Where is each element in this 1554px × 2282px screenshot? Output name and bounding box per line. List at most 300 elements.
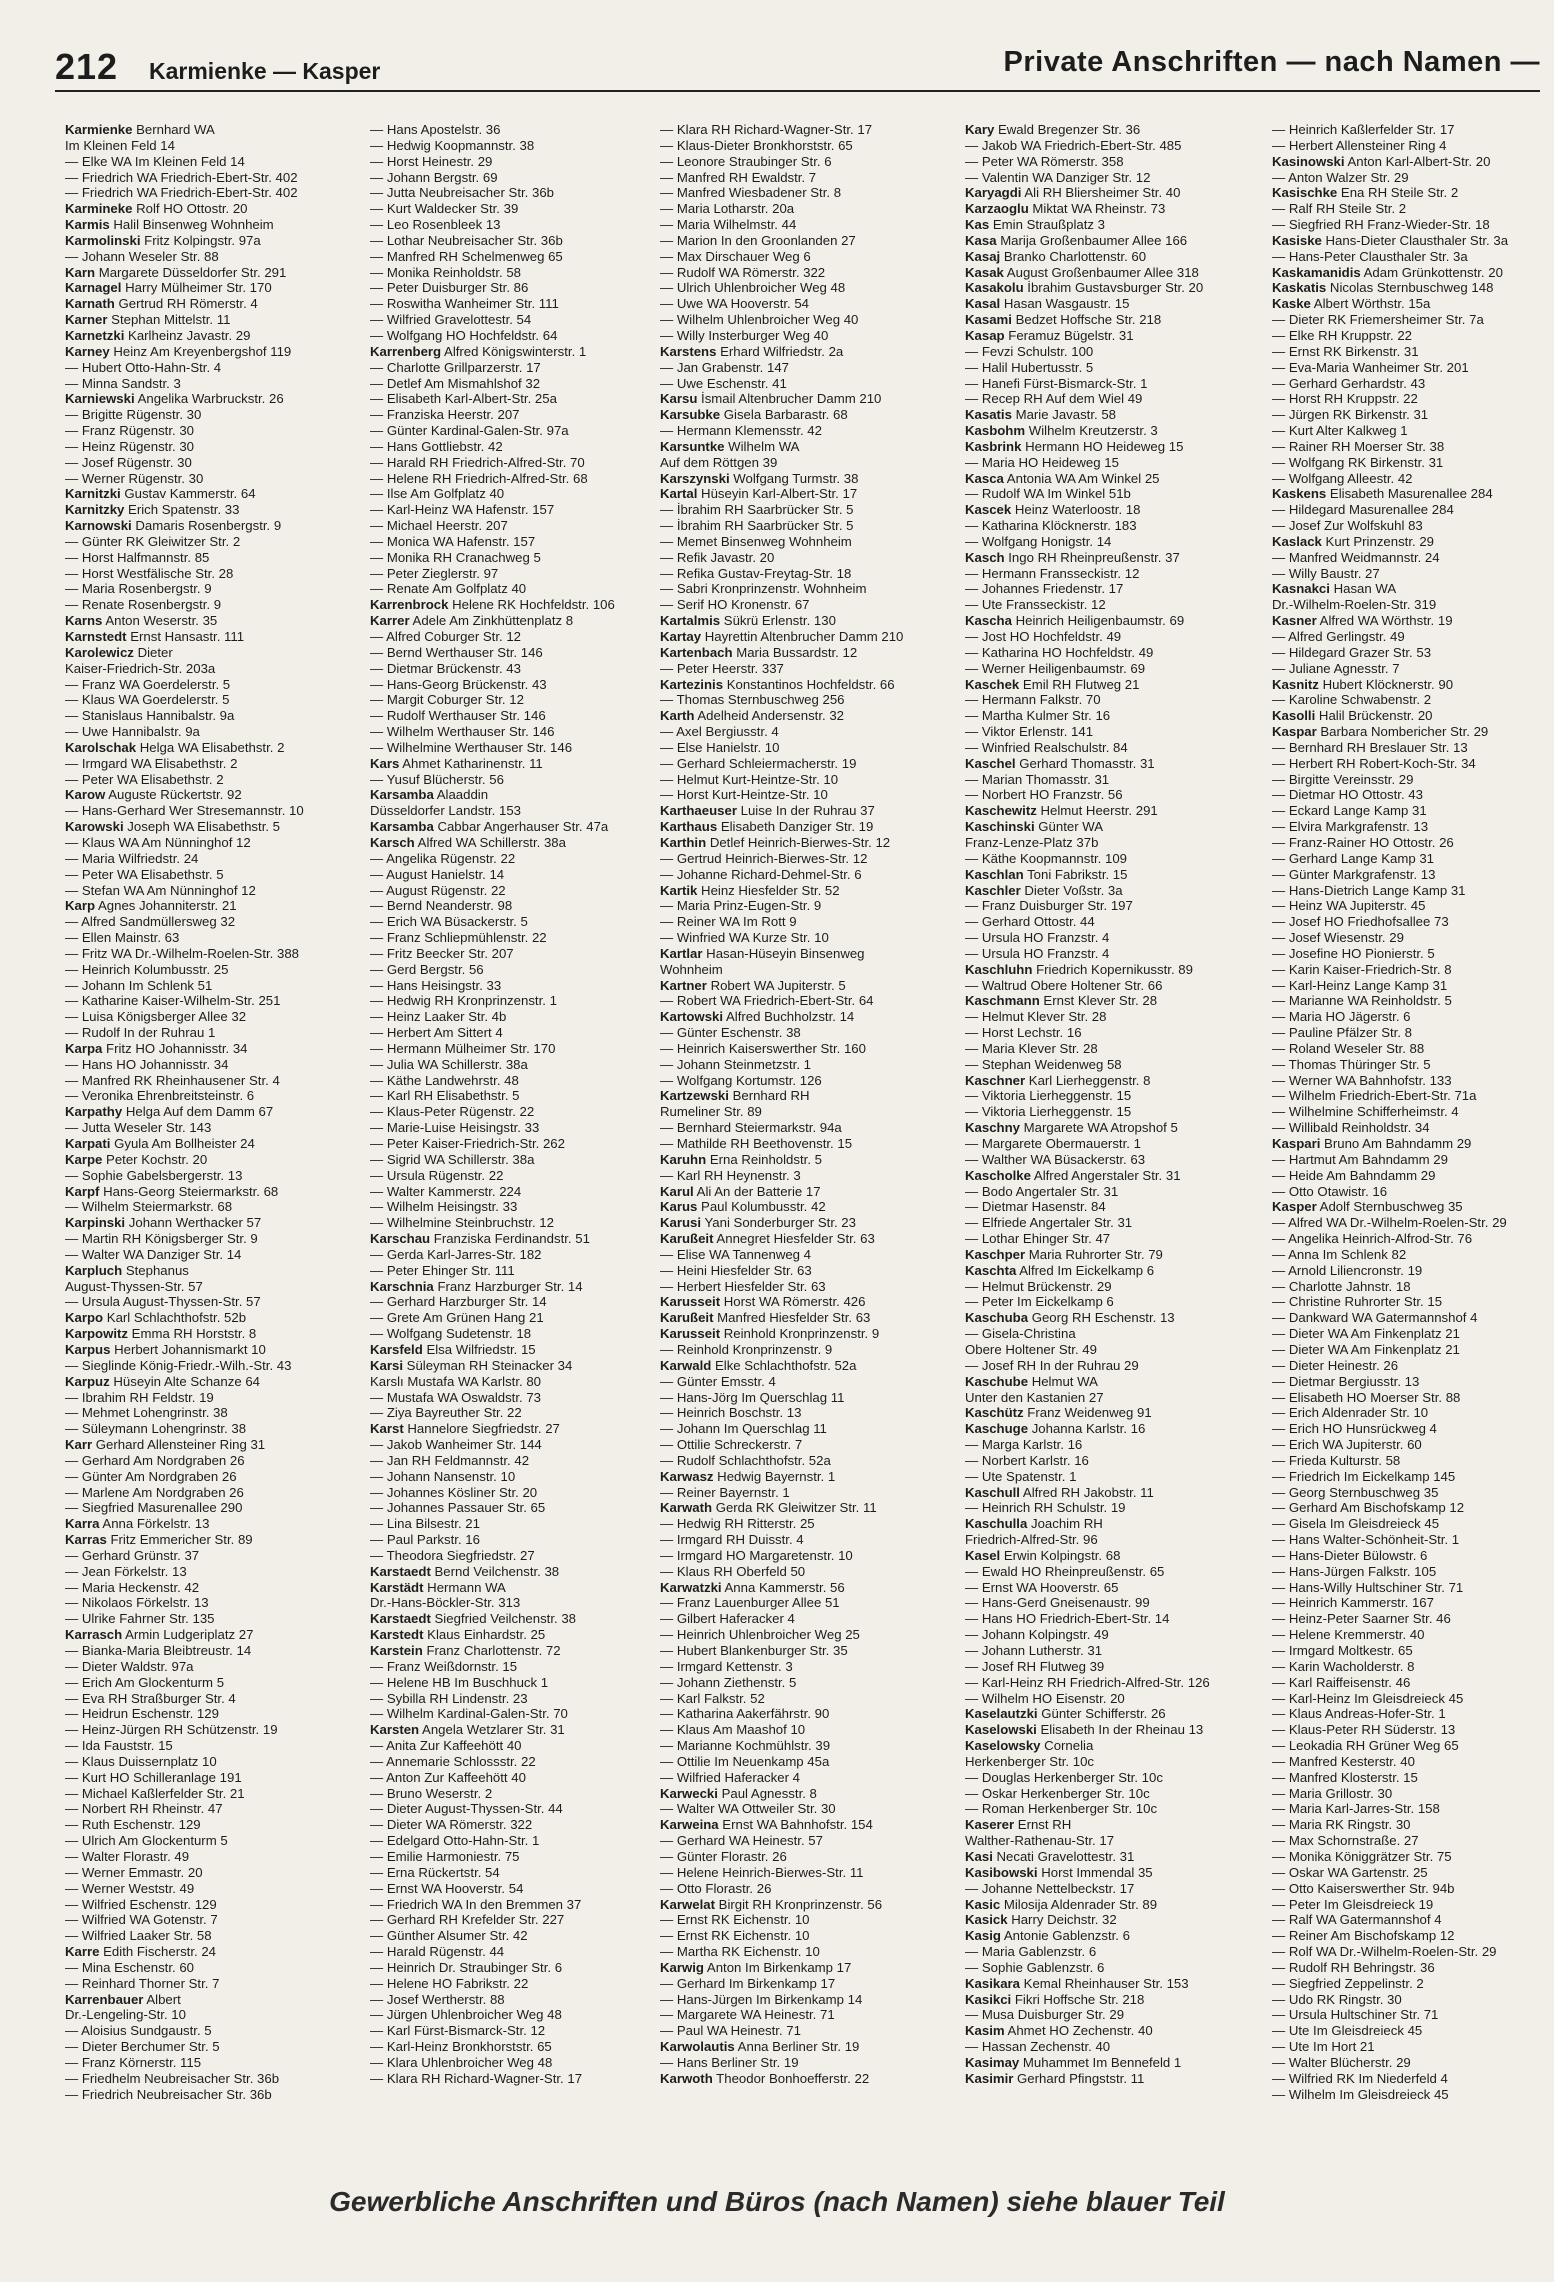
directory-entry: — Dieter WA Am Finkenplatz 21	[1272, 1326, 1460, 1342]
directory-entry: — Detlef Am Mismahlshof 32	[370, 375, 541, 391]
directory-entry: — Leonore Straubinger Str. 6	[660, 153, 832, 169]
surname: Kasak	[965, 264, 1004, 280]
surname: Karsuntke	[660, 438, 725, 454]
directory-entry: — Peter WA Elisabethstr. 5	[65, 866, 224, 882]
directory-entry: — Hans Gottliebstr. 42	[370, 438, 503, 454]
directory-entry: Kasa Marija Großenbaumer Allee 166	[965, 232, 1188, 248]
directory-entry: — Stefan WA Am Nünninghof 12	[65, 882, 256, 898]
surname: Kartalmis	[660, 613, 721, 629]
surname: Kasa	[965, 232, 997, 248]
surname: Karstaedt	[370, 1563, 431, 1579]
surname: Karmineke	[65, 201, 133, 217]
surname: Kasig	[965, 1928, 1001, 1944]
surname: Karwasz	[660, 1468, 714, 1484]
directory-entry: Karstädt Hermann WA	[370, 1579, 506, 1595]
directory-entry: August-Thyssen-Str. 57	[65, 1278, 203, 1294]
directory-entry: — Jakob Wanheimer Str. 144	[370, 1437, 542, 1453]
directory-entry: — Wilhelm Werthauser Str. 146	[370, 724, 555, 740]
directory-entry: — Heinrich Kaßlerfelder Str. 17	[1272, 122, 1455, 137]
surname: Karthaus	[660, 819, 718, 835]
directory-entry: Obere Holtener Str. 49	[965, 1341, 1097, 1357]
directory-entry: — Edelgard Otto-Hahn-Str. 1	[370, 1833, 540, 1849]
directory-entry: — Johanne Nettelbeckstr. 17	[965, 1880, 1135, 1896]
directory-entry: — Ernst RK Birkenstr. 31	[1272, 343, 1419, 359]
directory-entry: — Günter Am Nordgraben 26	[65, 1468, 237, 1484]
directory-entry: — Helene HO Fabrikstr. 22	[370, 1975, 529, 1991]
directory-entry: — Bruno Weserstr. 2	[370, 1785, 493, 1801]
surname: Kasal	[965, 296, 1001, 312]
directory-entry: — Otto Florastr. 26	[660, 1880, 772, 1896]
directory-entry: — Kurt Alter Kalkweg 1	[1272, 423, 1408, 439]
directory-entry: Dr.-Hans-Böckler-Str. 313	[370, 1595, 521, 1611]
directory-entry: Kaschta Alfred Im Eickelkamp 6	[965, 1262, 1155, 1278]
directory-entry: — Helene HB Im Buschhuck 1	[370, 1674, 549, 1690]
directory-entry: — Hedwig RH Kronprinzenstr. 1	[370, 993, 557, 1009]
surname: Karre	[65, 1944, 100, 1960]
directory-entry: — Ursula HO Franzstr. 4	[965, 930, 1110, 946]
surname: Karusi	[660, 1215, 702, 1231]
directory-entry: — Wolfgang Alleestr. 42	[1272, 470, 1413, 486]
directory-entry: Karowski Joseph WA Elisabethstr. 5	[65, 819, 281, 835]
directory-entry: — Rolf WA Dr.-Wilhelm-Roelen-Str. 29	[1272, 1944, 1497, 1960]
directory-entry: — Hans-Jörg Im Querschlag 11	[660, 1389, 845, 1405]
directory-entry: — Heinrich RH Schulstr. 19	[965, 1500, 1126, 1516]
directory-entry: — Elisabeth HO Moerser Str. 88	[1272, 1389, 1461, 1405]
directory-entry: — Jan RH Feldmannstr. 42	[370, 1452, 530, 1468]
directory-entry: — Walter Florastr. 49	[65, 1848, 190, 1864]
surname: Kartzewski	[660, 1088, 729, 1104]
directory-entry: — Johannes Friedenstr. 17	[965, 581, 1124, 597]
directory-entry: — Rainer RH Moerser Str. 38	[1272, 438, 1445, 454]
surname: Karpo	[65, 1310, 104, 1326]
surname: Karthin	[660, 834, 707, 850]
directory-entry: — Siegfried Zeppelinstr. 2	[1272, 1975, 1424, 1991]
directory-entry: Karußeit Manfred Hiesfelder Str. 63	[660, 1310, 871, 1326]
directory-entry: — Maria Lotharstr. 20a	[660, 201, 795, 217]
directory-entry: — Anton Zur Kaffeehött 40	[370, 1769, 526, 1785]
directory-entry: — Ida Fauststr. 15	[65, 1738, 173, 1754]
directory-entry: — Franz Körnerstr. 115	[65, 2054, 202, 2070]
directory-entry: Kasischke Ena RH Steile Str. 2	[1272, 185, 1459, 201]
directory-entry: — Rudolf Werthauser Str. 146	[370, 708, 546, 724]
surname: Karrenbrock	[370, 597, 449, 613]
directory-entry: Karsuntke Wilhelm WA	[660, 438, 800, 454]
directory-entry: — Heinz-Jürgen RH Schützenstr. 19	[65, 1722, 278, 1738]
directory-entry: — Jan Grabenstr. 147	[660, 359, 790, 375]
directory-entry: — Hans-Jürgen Falkstr. 105	[1272, 1563, 1437, 1579]
directory-entry: — Wilhelmine Werthauser Str. 146	[370, 739, 573, 755]
directory-entry: — Dietmar Bergiusstr. 13	[1272, 1373, 1420, 1389]
directory-entry: — Maria Klever Str. 28	[965, 1040, 1098, 1056]
directory-entry: — Johann Ziethenstr. 5	[660, 1674, 797, 1690]
directory-entry: — Maria HO Jägerstr. 6	[1272, 1009, 1411, 1025]
directory-entry: — Gerhard Gerhardstr. 43	[1272, 375, 1426, 391]
directory-entry: Kaschner Karl Lierheggenstr. 8	[965, 1072, 1151, 1088]
directory-entry: — Günter RK Gleiwitzer Str. 2	[65, 533, 241, 549]
directory-entry: Kaschull Alfred RH Jakobstr. 11	[965, 1484, 1154, 1500]
surname: Karschau	[370, 1231, 431, 1247]
surname: Karolewicz	[65, 644, 134, 660]
directory-entry: — Fritz Beecker Str. 207	[370, 945, 514, 961]
directory-entry: Kasimir Gerhard Pfingststr. 11	[965, 2070, 1145, 2086]
directory-entry: — Uwe Eschenstr. 41	[660, 375, 787, 391]
directory-entry: Karrenbrock Helene RK Hochfeldstr. 106	[370, 597, 615, 613]
directory-entry: — Ruth Eschenstr. 129	[65, 1817, 201, 1833]
directory-entry: — Helene Heinrich-Bierwes-Str. 11	[660, 1864, 864, 1880]
directory-entry: — Wilhelm Heisingstr. 33	[370, 1199, 518, 1215]
directory-entry: — Otto Kaiserswerther Str. 94b	[1272, 1880, 1455, 1896]
directory-entry: — Franz Schliepmühlenstr. 22	[370, 930, 547, 946]
surname: Kasch	[965, 549, 1005, 565]
directory-entry: — Ilse Am Golfplatz 40	[370, 486, 505, 502]
directory-entry: — Johann Weseler Str. 88	[65, 248, 219, 264]
directory-entry: — Manfred RH Ewaldstr. 7	[660, 169, 817, 185]
directory-entry: — Josefine HO Pionierstr. 5	[1272, 945, 1435, 961]
directory-entry: — Klara Uhlenbroicher Weg 48	[370, 2054, 553, 2070]
directory-entry: — Thomas Thüringer Str. 5	[1272, 1056, 1431, 1072]
directory-entry: — Käthe Landwehrstr. 48	[370, 1072, 519, 1088]
surname: Karra	[65, 1516, 100, 1532]
directory-entry: — Udo RK Ringstr. 30	[1272, 1991, 1402, 2007]
surname: Kaschek	[965, 676, 1020, 692]
directory-entry: — Anita Zur Kaffeehött 40	[370, 1738, 522, 1754]
surname: Karwig	[660, 1959, 704, 1975]
surname: Kaschulla	[965, 1516, 1028, 1532]
directory-entry: — Johann Steinmetzstr. 1	[660, 1056, 811, 1072]
directory-entry: Kasnakci Hasan WA	[1272, 581, 1397, 597]
directory-entry: — Werner Rügenstr. 30	[65, 470, 204, 486]
directory-entry: — Emilie Harmoniestr. 75	[370, 1848, 520, 1864]
directory-entry: — Martin RH Königsberger Str. 9	[65, 1231, 258, 1247]
directory-entry: Karmineke Rolf HO Ottostr. 20	[65, 201, 248, 217]
directory-entry: — Wilhelm Kardinal-Galen-Str. 70	[370, 1706, 568, 1722]
directory-entry: — Siegfried RH Franz-Wieder-Str. 18	[1272, 217, 1490, 233]
directory-entry: — Johann Nansenstr. 10	[370, 1468, 516, 1484]
directory-entry: Karwatzki Anna Kammerstr. 56	[660, 1579, 845, 1595]
directory-entry: — Karl RH Elisabethstr. 5	[370, 1088, 520, 1104]
surname: Kasick	[965, 1912, 1008, 1928]
directory-entry: Karthaeuser Luise In der Ruhrau 37	[660, 803, 875, 819]
directory-entry: Karns Anton Weserstr. 35	[65, 613, 218, 629]
directory-entry: Kartner Robert WA Jupiterstr. 5	[660, 977, 846, 993]
directory-entry: — Erich Am Glockenturm 5	[65, 1674, 225, 1690]
directory-entry: — Hartmut Am Bahndamm 29	[1272, 1151, 1448, 1167]
directory-entry: — Horst Halfmannstr. 85	[65, 549, 210, 565]
directory-entry: — Gerhard Am Bischofskamp 12	[1272, 1500, 1465, 1516]
directory-entry: — Mustafa WA Oswaldstr. 73	[370, 1389, 542, 1405]
directory-entry: Kartay Hayrettin Altenbrucher Damm 210	[660, 629, 904, 644]
directory-entry: — Elvira Markgrafenstr. 13	[1272, 819, 1429, 835]
directory-entry: — Karin Kaiser-Friedrich-Str. 8	[1272, 961, 1452, 977]
directory-entry: — Irmgard HO Margaretenstr. 10	[660, 1547, 853, 1563]
directory-entry: — Klaus Duissernplatz 10	[65, 1753, 217, 1769]
directory-entry: Karusi Yani Sonderburger Str. 23	[660, 1215, 856, 1231]
directory-entry: — Walther WA Büsackerstr. 63	[965, 1151, 1146, 1167]
surname: Karyagdi	[965, 185, 1022, 201]
directory-entry: — Margarete WA Heinestr. 71	[660, 2007, 835, 2023]
surname: Karnitzki	[65, 486, 121, 502]
directory-entry: Karwolautis Anna Berliner Str. 19	[660, 2039, 860, 2055]
directory-entry: — Ulrich Uhlenbroicher Weg 48	[660, 280, 846, 296]
directory-entry: — Karin Wacholderstr. 8	[1272, 1658, 1415, 1674]
surname: Kaschny	[965, 1120, 1020, 1136]
directory-entry: Kaschel Gerhard Thomasstr. 31	[965, 755, 1155, 771]
directory-entry: — Ursula HO Franzstr. 4	[965, 945, 1110, 961]
directory-entry: Kaschluhn Friedrich Kopernikusstr. 89	[965, 961, 1193, 977]
directory-entry: Karstein Franz Charlottenstr. 72	[370, 1643, 561, 1658]
directory-entry: — Bernhard RH Breslauer Str. 13	[1272, 739, 1468, 755]
directory-entry: — Alfred WA Dr.-Wilhelm-Roelen-Str. 29	[1272, 1215, 1507, 1231]
directory-entry: — Franz Weißdornstr. 15	[370, 1658, 518, 1674]
directory-entry: — Heidrun Eschenstr. 129	[65, 1706, 219, 1722]
surname: Karnagel	[65, 280, 122, 296]
directory-entry: — Renate Rosenbergstr. 9	[65, 597, 222, 613]
surname: Karpf	[65, 1183, 100, 1199]
directory-entry: — Hildegard Masurenallee 284	[1272, 502, 1454, 518]
surname: Karmis	[65, 217, 110, 233]
directory-entry: — Christine Ruhrorter Str. 15	[1272, 1294, 1443, 1310]
directory-entry: — Katharina Aakerfährstr. 90	[660, 1706, 830, 1722]
directory-entry: — Bernd Neanderstr. 98	[370, 898, 513, 914]
surname: Karschnia	[370, 1278, 434, 1294]
directory-entry: — Peter Kaiser-Friedrich-Str. 262	[370, 1136, 565, 1151]
directory-entry: — Heinrich Kaiserswerther Str. 160	[660, 1040, 866, 1056]
directory-entry: — Lothar Neubreisacher Str. 36b	[370, 232, 563, 248]
surname: Kascha	[965, 613, 1012, 629]
directory-entry: Kascholke Alfred Angerstaler Str. 31	[965, 1167, 1181, 1183]
directory-entry: — Fevzi Schulstr. 100	[965, 343, 1094, 359]
directory-entry: — Erich WA Büsackerstr. 5	[370, 914, 528, 930]
directory-entry: — Rudolf WA Im Winkel 51b	[965, 486, 1131, 502]
directory-entry: — Günter Florastr. 26	[660, 1848, 787, 1864]
directory-entry: — Siegfried Masurenallee 290	[65, 1500, 243, 1516]
directory-entry: — Heinz Rügenstr. 30	[65, 438, 195, 454]
directory-entry: — Klaus Andreas-Hofer-Str. 1	[1272, 1706, 1446, 1722]
directory-entry: Kaschler Dieter Voßstr. 3a	[965, 882, 1123, 898]
directory-entry: Kaserer Ernst RH	[965, 1817, 1072, 1833]
directory-entry: — Horst Westfälische Str. 28	[65, 565, 234, 581]
directory-entry: Kasbohm Wilhelm Kreutzerstr. 3	[965, 423, 1158, 439]
directory-entry: — Rudolf Schlachthofstr. 52a	[660, 1452, 831, 1468]
directory-entry: — Viktoria Lierheggenstr. 15	[965, 1104, 1132, 1120]
directory-entry: Karow Auguste Rückertstr. 92	[65, 787, 242, 803]
surname: Karow	[65, 787, 106, 803]
directory-entry: — Mathilde RH Beethovenstr. 15	[660, 1136, 853, 1151]
directory-entry: Karpati Gyula Am Bollheister 24	[65, 1136, 255, 1151]
surname: Karsu	[660, 391, 698, 407]
directory-entry: — Herbert Allensteiner Ring 4	[1272, 137, 1447, 153]
surname: Kartezinis	[660, 676, 724, 692]
directory-entry: Kascha Heinrich Heiligenbaumstr. 69	[965, 613, 1185, 629]
surname: Kasper	[1272, 1199, 1317, 1215]
directory-entry: Karsi Süleyman RH Steinacker 34	[370, 1357, 573, 1373]
surname: Karney	[65, 343, 110, 359]
directory-entry: Kaschny Margarete WA Atropshof 5	[965, 1120, 1178, 1136]
surname: Kaspari	[1272, 1136, 1321, 1151]
directory-entry: — Dietmar Brückenstr. 43	[370, 660, 521, 676]
directory-entry: — Wilfried Eschenstr. 129	[65, 1896, 217, 1912]
directory-entry: Kaschütz Franz Weidenweg 91	[965, 1405, 1152, 1421]
directory-entry: — Willy Baustr. 27	[1272, 565, 1380, 581]
directory-entry: — Oskar Herkenberger Str. 10c	[965, 1785, 1150, 1801]
directory-entry: — Josef Wertherstr. 88	[370, 1991, 505, 2007]
directory-entry: Karpf Hans-Georg Steiermarkstr. 68	[65, 1183, 279, 1199]
directory-entry: — Hermann Fransseckistr. 12	[965, 565, 1140, 581]
directory-entry: — Dieter Heinestr. 26	[1272, 1357, 1399, 1373]
directory-entry: — Nikolaos Förkelstr. 13	[65, 1595, 209, 1611]
directory-entry: — Rudolf In der Ruhrau 1	[65, 1025, 216, 1041]
directory-entry: — Michael Kaßlerfelder Str. 21	[65, 1785, 245, 1801]
directory-entry: Unter den Kastanien 27	[965, 1389, 1104, 1405]
directory-entry: — Elke RH Kruppstr. 22	[1272, 327, 1412, 343]
surname: Kasikci	[965, 1991, 1012, 2007]
directory-entry: — Hans-Dietrich Lange Kamp 31	[1272, 882, 1466, 898]
directory-entry: — Hedwig Koopmannstr. 38	[370, 137, 535, 153]
directory-entry: — Ernst RK Eichenstr. 10	[660, 1928, 810, 1944]
directory-entry: Kasick Harry Deichstr. 32	[965, 1912, 1117, 1928]
surname: Karußeit	[660, 1310, 714, 1326]
directory-entry: — Peter WA Römerstr. 358	[965, 153, 1124, 169]
directory-entry: Kaschmann Ernst Klever Str. 28	[965, 993, 1158, 1009]
directory-entry: — Wilhelmine Schifferheimstr. 4	[1272, 1104, 1459, 1120]
surname: Karsubke	[660, 407, 721, 423]
directory-entry: — Roswitha Wanheimer Str. 111	[370, 296, 559, 312]
directory-entry: — Dieter WA Am Finkenplatz 21	[1272, 1341, 1460, 1357]
directory-entry: Karus Paul Kolumbusstr. 42	[660, 1199, 826, 1215]
directory-entry: Wohnheim	[660, 961, 723, 977]
directory-entry: — Roland Weseler Str. 88	[1272, 1040, 1425, 1056]
directory-entry: — Bodo Angertaler Str. 31	[965, 1183, 1119, 1199]
directory-entry: Karthaus Elisabeth Danziger Str. 19	[660, 819, 874, 835]
directory-entry: Karpowitz Emma RH Horststr. 8	[65, 1326, 257, 1342]
directory-entry: — Gerhard Harzburger Str. 14	[370, 1294, 547, 1310]
directory-entry: — Reiner WA Im Rott 9	[660, 914, 797, 930]
directory-entry: — Dankward WA Gatermannshof 4	[1272, 1310, 1478, 1326]
directory-entry: — Gerhard Ottostr. 44	[965, 914, 1095, 930]
surname: Karusseit	[660, 1326, 721, 1342]
directory-entry: — Pauline Pfälzer Str. 8	[1272, 1025, 1413, 1041]
directory-entry: — Wilhelm Friedrich-Ebert-Str. 71a	[1272, 1088, 1477, 1104]
surname: Kaschlan	[965, 866, 1024, 882]
directory-entry: — Max Dirschauer Weg 6	[660, 248, 811, 264]
directory-entry: — Lothar Ehinger Str. 47	[965, 1231, 1111, 1247]
surname: Karzaoglu	[965, 201, 1029, 217]
surname: Karrer	[370, 613, 410, 629]
directory-entry: — Manfred Weidmannstr. 24	[1272, 549, 1440, 565]
directory-entry: — Manfred RK Rheinhausener Str. 4	[65, 1072, 280, 1088]
directory-entry: — Wolfgang Kortumstr. 126	[660, 1072, 822, 1088]
directory-entry: Karsamba Cabbar Angerhauser Str. 47a	[370, 819, 609, 835]
directory-entry: — Klara RH Richard-Wagner-Str. 17	[370, 2070, 583, 2086]
directory-entry: — Renate Am Golfplatz 40	[370, 581, 527, 597]
directory-entry: Karsten Angela Wetzlarer Str. 31	[370, 1722, 565, 1738]
page-header	[55, 40, 1540, 92]
directory-entry: — Hermann Klemensstr. 42	[660, 423, 822, 439]
directory-entry: — Wilhelm Steiermarkstr. 68	[65, 1199, 233, 1215]
directory-entry: — Jürgen Uhlenbroicher Weg 48	[370, 2007, 562, 2023]
directory-entry: Karn Margarete Düsseldorfer Str. 291	[65, 264, 287, 280]
directory-entry: — Gerhard RH Krefelder Str. 227	[370, 1912, 565, 1928]
surname: Karthaeuser	[660, 803, 737, 819]
surname: Kaschuba	[965, 1310, 1029, 1326]
directory-entry: — Heini Hiesfelder Str. 63	[660, 1262, 812, 1278]
directory-entry: — Josef Wiesenstr. 29	[1272, 930, 1404, 946]
directory-entry: — Irmgard WA Elisabethstr. 2	[65, 755, 238, 771]
directory-entry: — Friedhelm Neubreisacher Str. 36b	[65, 2070, 280, 2086]
surname: Kartowski	[660, 1009, 724, 1025]
directory-entry: Karußeit Annegret Hiesfelder Str. 63	[660, 1231, 875, 1247]
directory-entry: Kaselautzki Günter Schifferstr. 26	[965, 1706, 1166, 1722]
surname: Kasel	[965, 1547, 1001, 1563]
directory-entry: — Peter Im Eickelkamp 6	[965, 1294, 1114, 1310]
directory-entry: — Günter Emsstr. 4	[660, 1373, 776, 1389]
directory-entry: — Jürgen RK Birkenstr. 31	[1272, 407, 1429, 423]
directory-entry: — Franz WA Goerdelerstr. 5	[65, 676, 231, 692]
surname: Kaskens	[1272, 486, 1327, 502]
page-range: Karmienke — Kasper	[149, 58, 381, 84]
directory-entry: — Kurt Waldecker Str. 39	[370, 201, 519, 217]
directory-entry: Herkenberger Str. 10c	[965, 1753, 1095, 1769]
surname: Karrasch	[65, 1627, 123, 1643]
directory-entry: Karnitzky Erich Spatenstr. 33	[65, 502, 240, 518]
directory-entry: Kasikci Fikri Hoffsche Str. 218	[965, 1991, 1145, 2007]
directory-entry: — Franz Rügenstr. 30	[65, 423, 195, 439]
directory-entry: — Harald Rügenstr. 44	[370, 1944, 505, 1960]
surname: Karstens	[660, 343, 717, 359]
directory-entry: — Helmut Klever Str. 28	[965, 1009, 1107, 1025]
surname: Karpus	[65, 1341, 111, 1357]
directory-entry: Kaselowski Elisabeth In der Rheinau 13	[965, 1722, 1204, 1738]
directory-entry: — Hans HO Johannisstr. 34	[65, 1056, 229, 1072]
surname: Kasinowski	[1272, 153, 1345, 169]
surname: Kascek	[965, 502, 1012, 518]
directory-entry: — Jean Förkelstr. 13	[65, 1563, 187, 1579]
directory-entry: — Margarete Obermauerstr. 1	[965, 1136, 1141, 1151]
directory-entry: — Bernd Werthauser Str. 146	[370, 644, 543, 660]
surname: Kartner	[660, 977, 707, 993]
surname: Kaselowsky	[965, 1738, 1041, 1754]
directory-entry: — Werner Heiligenbaumstr. 69	[965, 660, 1146, 676]
directory-entry: — Viktoria Lierheggenstr. 15	[965, 1088, 1132, 1104]
directory-entry: — Josef RH Flutweg 39	[965, 1658, 1105, 1674]
directory-entry: Karszynski Wolfgang Turmstr. 38	[660, 470, 859, 486]
directory-entry: — Uwe Hannibalstr. 9a	[65, 724, 200, 740]
directory-entry: Karzaoglu Miktat WA Rheinstr. 73	[965, 201, 1166, 217]
directory-entry: — Rudolf WA Römerstr. 322	[660, 264, 826, 280]
directory-entry: — Josef HO Friedhofsallee 73	[1272, 914, 1449, 930]
directory-entry: Kasel Erwin Kolpingstr. 68	[965, 1547, 1121, 1563]
directory-entry: — Klaus-Dieter Bronkhorststr. 65	[660, 137, 853, 153]
directory-entry: — Maria Karl-Jarres-Str. 158	[1272, 1801, 1440, 1817]
directory-entry: — Julia WA Schillerstr. 38a	[370, 1056, 528, 1072]
directory-entry: Kaschewitz Helmut Heerstr. 291	[965, 803, 1158, 819]
surname: Karns	[65, 613, 103, 629]
directory-entry: — Erich WA Jupiterstr. 60	[1272, 1437, 1422, 1453]
directory-entry: — Maria Heckenstr. 42	[65, 1579, 200, 1595]
directory-entry: Karwig Anton Im Birkenkamp 17	[660, 1959, 852, 1975]
directory-entry: — Wolfgang RK Birkenstr. 31	[1272, 454, 1444, 470]
directory-entry: — Oskar WA Gartenstr. 25	[1272, 1864, 1428, 1880]
directory-entry: — Hedwig RH Ritterstr. 25	[660, 1516, 815, 1532]
directory-entry: — Ute Spatenstr. 1	[965, 1468, 1077, 1484]
directory-entry: — Eva-Maria Wanheimer Str. 201	[1272, 359, 1469, 375]
directory-entry: — Hans Apostelstr. 36	[370, 122, 501, 137]
surname: Karweina	[660, 1817, 719, 1833]
directory-entry: — Jost HO Hochfeldstr. 49	[965, 629, 1122, 644]
surname: Kartik	[660, 882, 698, 898]
surname: Karpowitz	[65, 1326, 129, 1342]
surname: Kaschütz	[965, 1405, 1024, 1421]
